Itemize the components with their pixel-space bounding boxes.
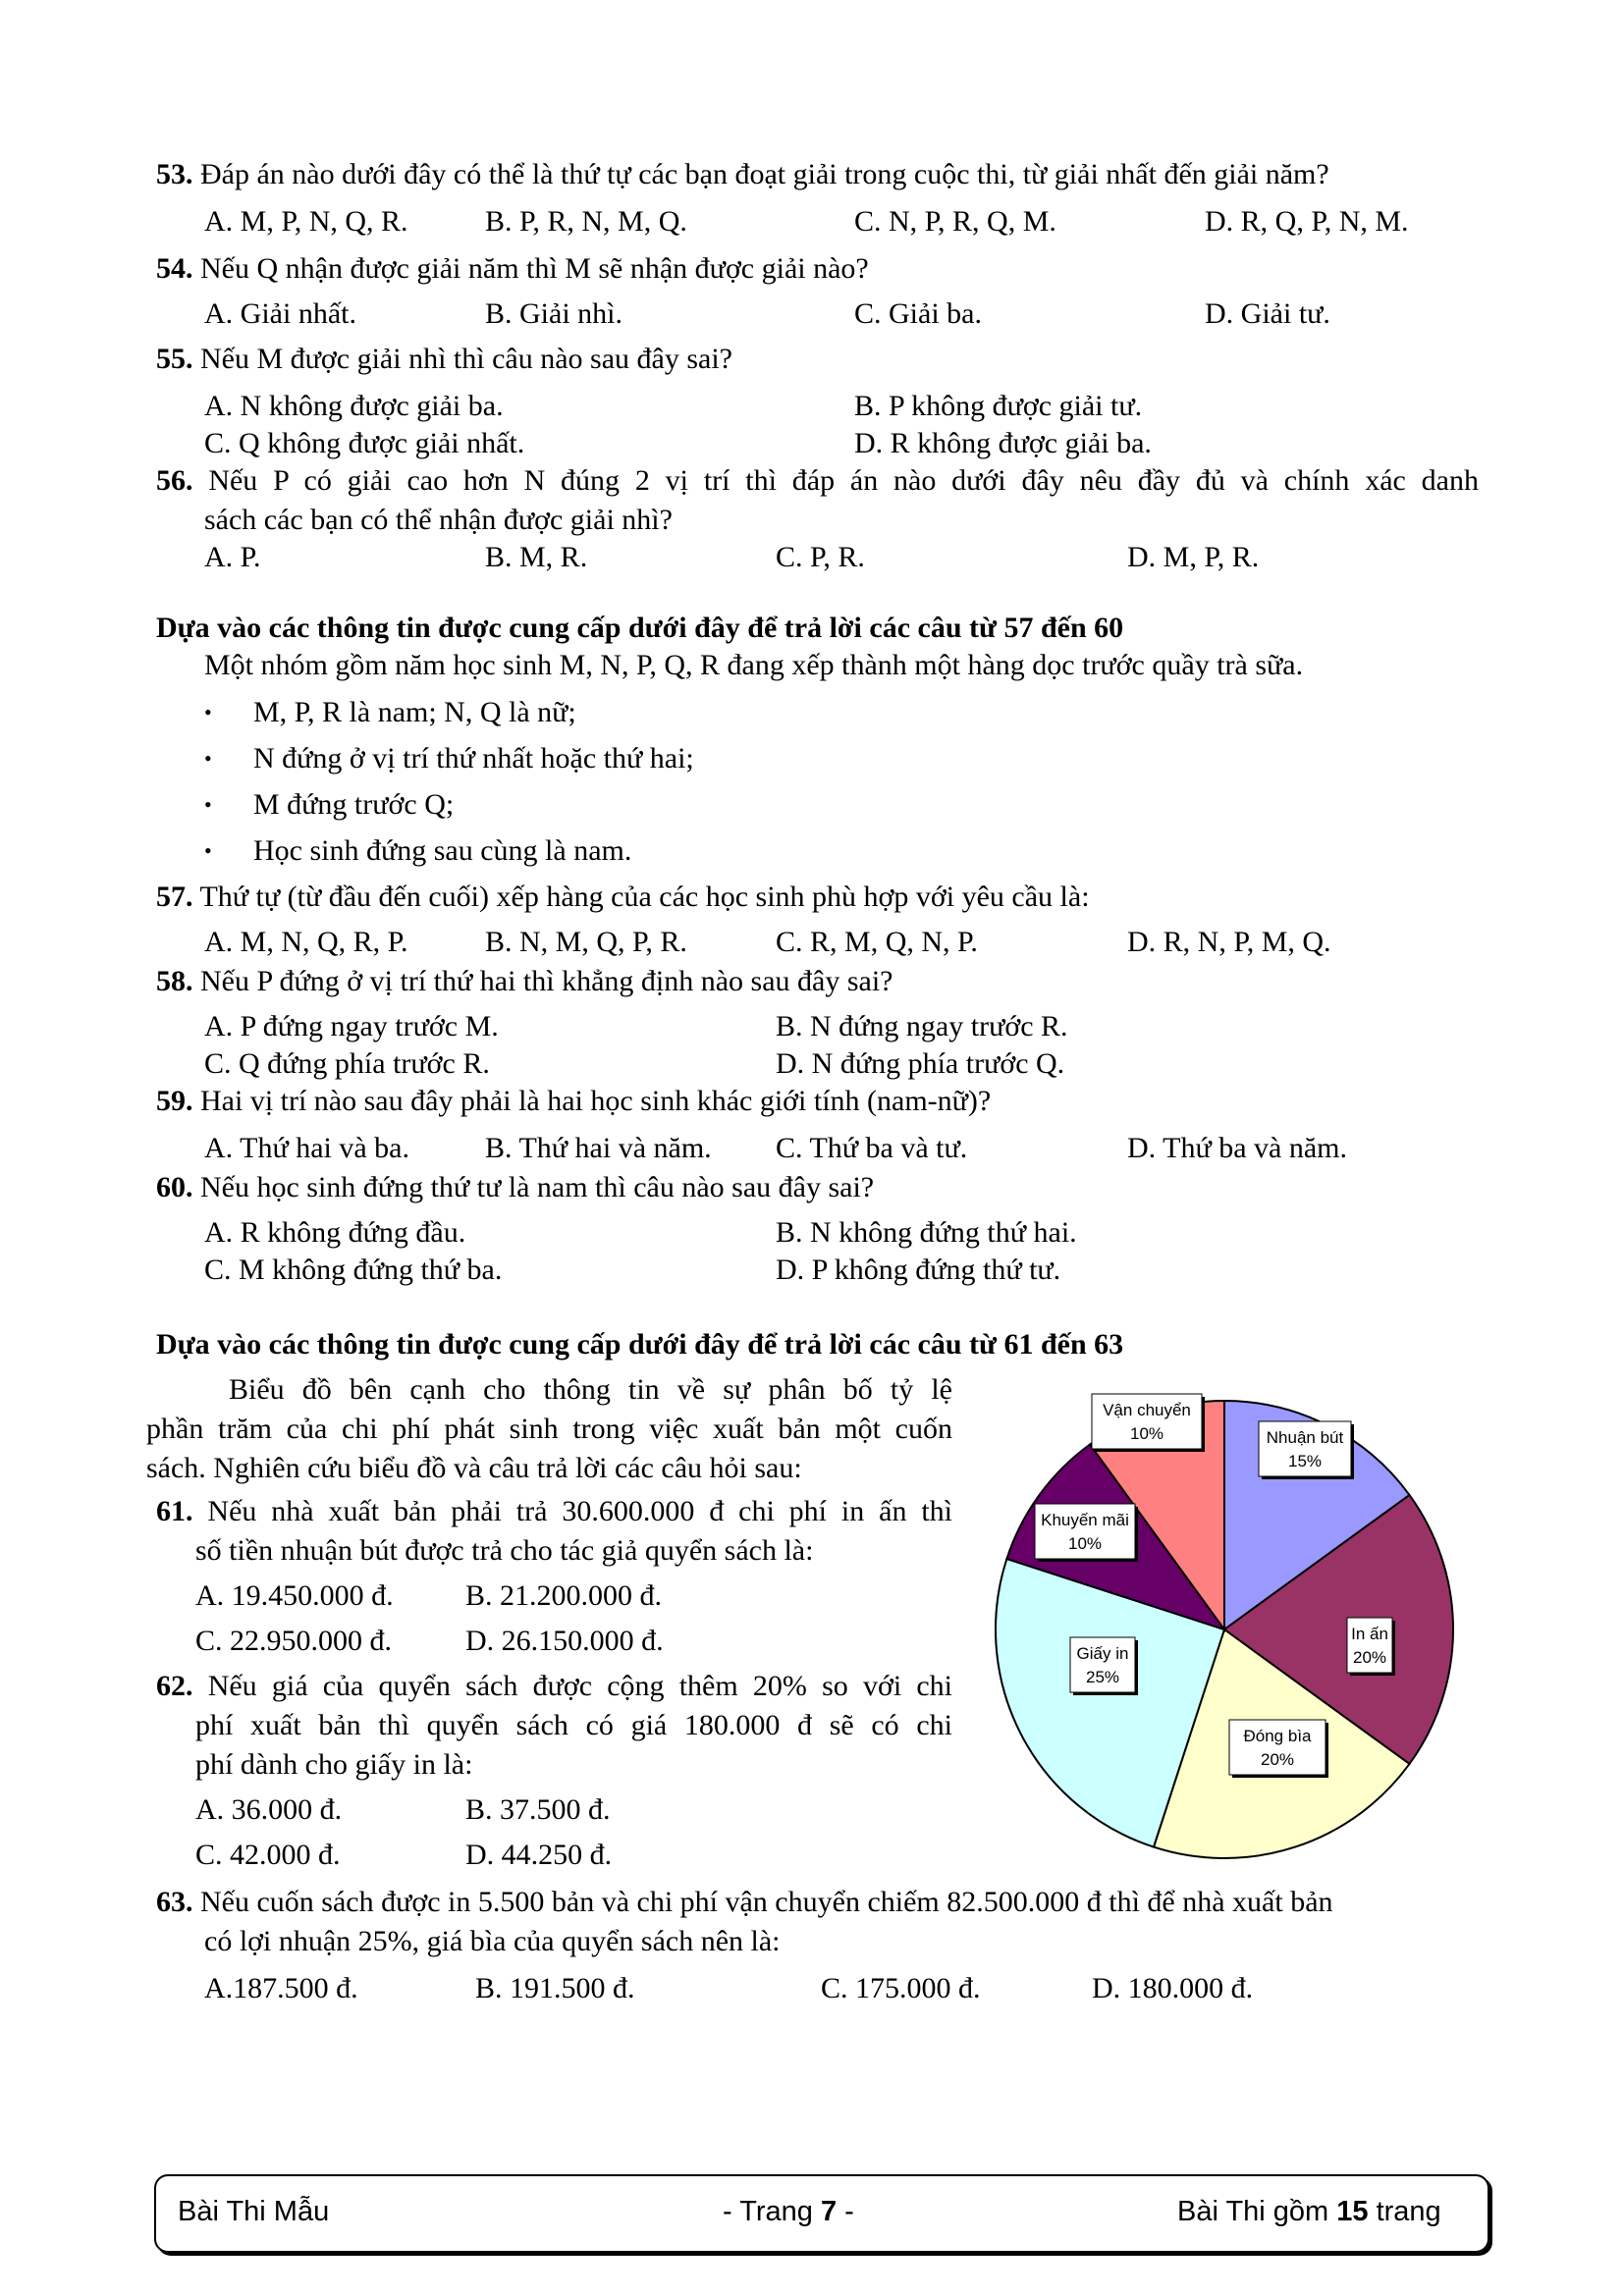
question-number: 61. bbox=[156, 1495, 193, 1527]
slice-value-label: 10% bbox=[1129, 1424, 1164, 1443]
option-a: A. P. bbox=[204, 541, 261, 573]
question-58 bbox=[156, 964, 893, 999]
question-text-cont: phí dành cho giấy in là: bbox=[195, 1748, 473, 1781]
option-d: D. 26.150.000 đ. bbox=[465, 1625, 664, 1657]
question-number: 55. bbox=[156, 343, 193, 375]
page-footer bbox=[154, 2174, 1489, 2253]
question-number: 63. bbox=[156, 1886, 193, 1918]
footer-page bbox=[723, 2196, 854, 2228]
bullet-icon: • bbox=[204, 700, 212, 724]
question-text: Thứ tự (từ đầu đến cuối) xếp hàng của các học sinh phù hợp với yêu cầu là: bbox=[199, 881, 1090, 913]
question-63 bbox=[156, 1885, 1333, 1920]
option-c: C. 42.000 đ. bbox=[195, 1839, 341, 1871]
option-c: C. R, M, Q, N, P. bbox=[776, 926, 978, 958]
question-53 bbox=[156, 157, 1329, 192]
option-b: B. Thứ hai và năm. bbox=[485, 1132, 712, 1164]
slice-value-label: 20% bbox=[1260, 1750, 1295, 1769]
option-d: D. 180.000 đ. bbox=[1092, 1972, 1254, 2004]
option-d: D. Thứ ba và năm. bbox=[1127, 1132, 1347, 1164]
question-57 bbox=[156, 880, 1090, 915]
option-a: A. 19.450.000 đ. bbox=[195, 1579, 394, 1612]
footer-total bbox=[1177, 2196, 1441, 2228]
option-a: A. M, P, N, Q, R. bbox=[204, 205, 408, 238]
option-d: D. N đứng phía trước Q. bbox=[776, 1047, 1065, 1080]
option-b: B. 21.200.000 đ. bbox=[465, 1579, 663, 1612]
option-a: A. Thứ hai và ba. bbox=[204, 1132, 409, 1164]
question-number: 59. bbox=[156, 1085, 193, 1117]
question-text-cont: phí xuất bản thì quyển sách có giá 180.000 đ sẽ có chi bbox=[195, 1709, 952, 1741]
option-c: C. N, P, R, Q, M. bbox=[854, 205, 1056, 238]
bullet-item: M, P, R là nam; N, Q là nữ; bbox=[253, 696, 576, 728]
cost-pie-chart bbox=[982, 1364, 1492, 1865]
option-d: D. R, Q, P, N, M. bbox=[1205, 205, 1409, 238]
bullet-item: N đứng ở vị trí thứ nhất hoặc thứ hai; bbox=[253, 742, 694, 774]
slice-label: Khuyến mãi bbox=[1041, 1511, 1129, 1529]
question-54 bbox=[156, 251, 869, 287]
option-b: B. 37.500 đ. bbox=[465, 1793, 611, 1826]
option-a: A. M, N, Q, R, P. bbox=[204, 926, 408, 958]
option-c: C. P, R. bbox=[776, 541, 865, 573]
question-59 bbox=[156, 1084, 991, 1119]
section-intro: Biểu đồ bên cạnh cho thông tin về sự phân bố tỷ lệ bbox=[229, 1373, 952, 1406]
option-b: B. N đứng ngay trước R. bbox=[776, 1010, 1068, 1042]
slice-label: Đóng bìa bbox=[1243, 1727, 1312, 1745]
question-text: Nếu giá của quyển sách được cộng thêm 20% so với chi bbox=[207, 1670, 953, 1702]
option-a: A. 36.000 đ. bbox=[195, 1793, 343, 1826]
question-text: Hai vị trí nào sau đây phải là hai học sinh khác giới tính (nam-nữ)? bbox=[200, 1085, 992, 1117]
bullet-icon: • bbox=[204, 746, 212, 771]
option-d: D. M, P, R. bbox=[1127, 541, 1260, 573]
footer-total-suffix: trang bbox=[1368, 2196, 1441, 2227]
option-a: A.187.500 đ. bbox=[204, 1972, 358, 2004]
footer-total-number: 15 bbox=[1336, 2196, 1369, 2227]
question-text-cont: có lợi nhuận 25%, giá bìa của quyển sách nên là: bbox=[204, 1925, 781, 1957]
question-text: Nếu M được giải nhì thì câu nào sau đây sai? bbox=[200, 343, 732, 375]
option-a: A. R không đứng đầu. bbox=[204, 1216, 466, 1249]
footer-page-number: 7 bbox=[820, 2196, 838, 2227]
option-c: C. Thứ ba và tư. bbox=[776, 1132, 968, 1164]
section-intro: phần trăm của chi phí phát sinh trong việc xuất bản một cuốn bbox=[146, 1413, 952, 1445]
footer-page-suffix: - bbox=[837, 2196, 854, 2227]
question-number: 54. bbox=[156, 252, 193, 285]
question-62 bbox=[156, 1669, 952, 1704]
question-number: 56. bbox=[156, 464, 193, 497]
slice-label: Nhuận bút bbox=[1266, 1428, 1344, 1447]
question-number: 62. bbox=[156, 1670, 193, 1702]
section-intro: Một nhóm gồm năm học sinh M, N, P, Q, R đang xếp thành một hàng dọc trước quầy trà sữa. bbox=[204, 649, 1304, 681]
option-c: C. Giải ba. bbox=[854, 297, 982, 330]
option-a: A. P đứng ngay trước M. bbox=[204, 1010, 499, 1042]
option-c: C. Q không được giải nhất. bbox=[204, 427, 525, 459]
option-c: C. Q đứng phía trước R. bbox=[204, 1047, 490, 1080]
slice-value-label: 10% bbox=[1067, 1534, 1103, 1553]
section-intro: sách. Nghiên cứu biểu đồ và câu trả lời các câu hỏi sau: bbox=[146, 1452, 802, 1484]
option-b: B. P không được giải tư. bbox=[854, 390, 1143, 422]
question-55 bbox=[156, 342, 732, 377]
option-a: A. Giải nhất. bbox=[204, 297, 356, 330]
option-d: D. R, N, P, M, Q. bbox=[1127, 926, 1331, 958]
bullet-icon: • bbox=[204, 792, 212, 817]
slice-label: In ấn bbox=[1351, 1625, 1388, 1643]
question-60 bbox=[156, 1170, 874, 1205]
option-b: B. N không đứng thứ hai. bbox=[776, 1216, 1077, 1249]
question-text-cont: số tiền nhuận bút được trả cho tác giả quyển sách là: bbox=[195, 1534, 814, 1567]
footer-total-prefix: Bài Thi gồm bbox=[1177, 2196, 1337, 2227]
option-b: B. 191.500 đ. bbox=[475, 1972, 635, 2004]
option-d: D. R không được giải ba. bbox=[854, 427, 1152, 459]
footer-left: Bài Thi Mẫu bbox=[178, 2196, 330, 2227]
question-number: 53. bbox=[156, 158, 193, 190]
option-c: C. 175.000 đ. bbox=[821, 1972, 981, 2004]
bullet-item: Học sinh đứng sau cùng là nam. bbox=[253, 834, 632, 867]
footer-page-prefix: - Trang bbox=[723, 2196, 821, 2227]
option-b: B. M, R. bbox=[485, 541, 588, 573]
section-heading: Dựa vào các thông tin được cung cấp dưới đây để trả lời các câu từ 61 đến 63 bbox=[156, 1328, 1124, 1361]
option-b: B. P, R, N, M, Q. bbox=[485, 205, 687, 238]
option-c: C. M không đứng thứ ba. bbox=[204, 1254, 503, 1286]
section-heading: Dựa vào các thông tin được cung cấp dưới đây để trả lời các câu từ 57 đến 60 bbox=[156, 612, 1124, 644]
question-number: 60. bbox=[156, 1171, 193, 1203]
question-text-cont: sách các bạn có thể nhận được giải nhì? bbox=[204, 504, 673, 536]
slice-label: Vận chuyển bbox=[1103, 1401, 1191, 1419]
question-text: Nếu cuốn sách được in 5.500 bản và chi phí vận chuyển chiếm 82.500.000 đ thì để nhà xuất bản bbox=[200, 1886, 1333, 1918]
option-d: D. Giải tư. bbox=[1205, 297, 1330, 330]
slice-value-label: 25% bbox=[1085, 1668, 1120, 1686]
question-text: Nếu học sinh đứng thứ tư là nam thì câu nào sau đây sai? bbox=[200, 1171, 875, 1203]
slice-value-label: 20% bbox=[1352, 1648, 1387, 1667]
question-56 bbox=[156, 463, 1479, 499]
question-61 bbox=[156, 1494, 952, 1529]
question-text: Đáp án nào dưới đây có thể là thứ tự các bạn đoạt giải trong cuộc thi, từ giải nhất đến giải năm? bbox=[200, 158, 1329, 190]
question-number: 57. bbox=[156, 881, 193, 913]
question-text: Nếu P đứng ở vị trí thứ hai thì khẳng định nào sau đây sai? bbox=[200, 965, 893, 997]
bullet-icon: • bbox=[204, 838, 212, 863]
question-number: 58. bbox=[156, 965, 193, 997]
option-d: D. P không đứng thứ tư. bbox=[776, 1254, 1061, 1286]
option-b: B. Giải nhì. bbox=[485, 297, 622, 330]
option-d: D. 44.250 đ. bbox=[465, 1839, 613, 1871]
slice-label: Giấy in bbox=[1076, 1644, 1129, 1663]
question-text: Nếu Q nhận được giải năm thì M sẽ nhận được giải nào? bbox=[200, 252, 869, 285]
bullet-item: M đứng trước Q; bbox=[253, 788, 455, 821]
question-text: Nếu nhà xuất bản phải trả 30.600.000 đ chi phí in ấn thì bbox=[207, 1495, 953, 1527]
slice-value-label: 15% bbox=[1287, 1452, 1323, 1470]
option-c: C. 22.950.000 đ. bbox=[195, 1625, 393, 1657]
question-text: Nếu P có giải cao hơn N đúng 2 vị trí thì đáp án nào dưới đây nêu đầy đủ và chính xác danh bbox=[208, 464, 1480, 497]
option-b: B. N, M, Q, P, R. bbox=[485, 926, 687, 958]
option-a: A. N không được giải ba. bbox=[204, 390, 504, 422]
